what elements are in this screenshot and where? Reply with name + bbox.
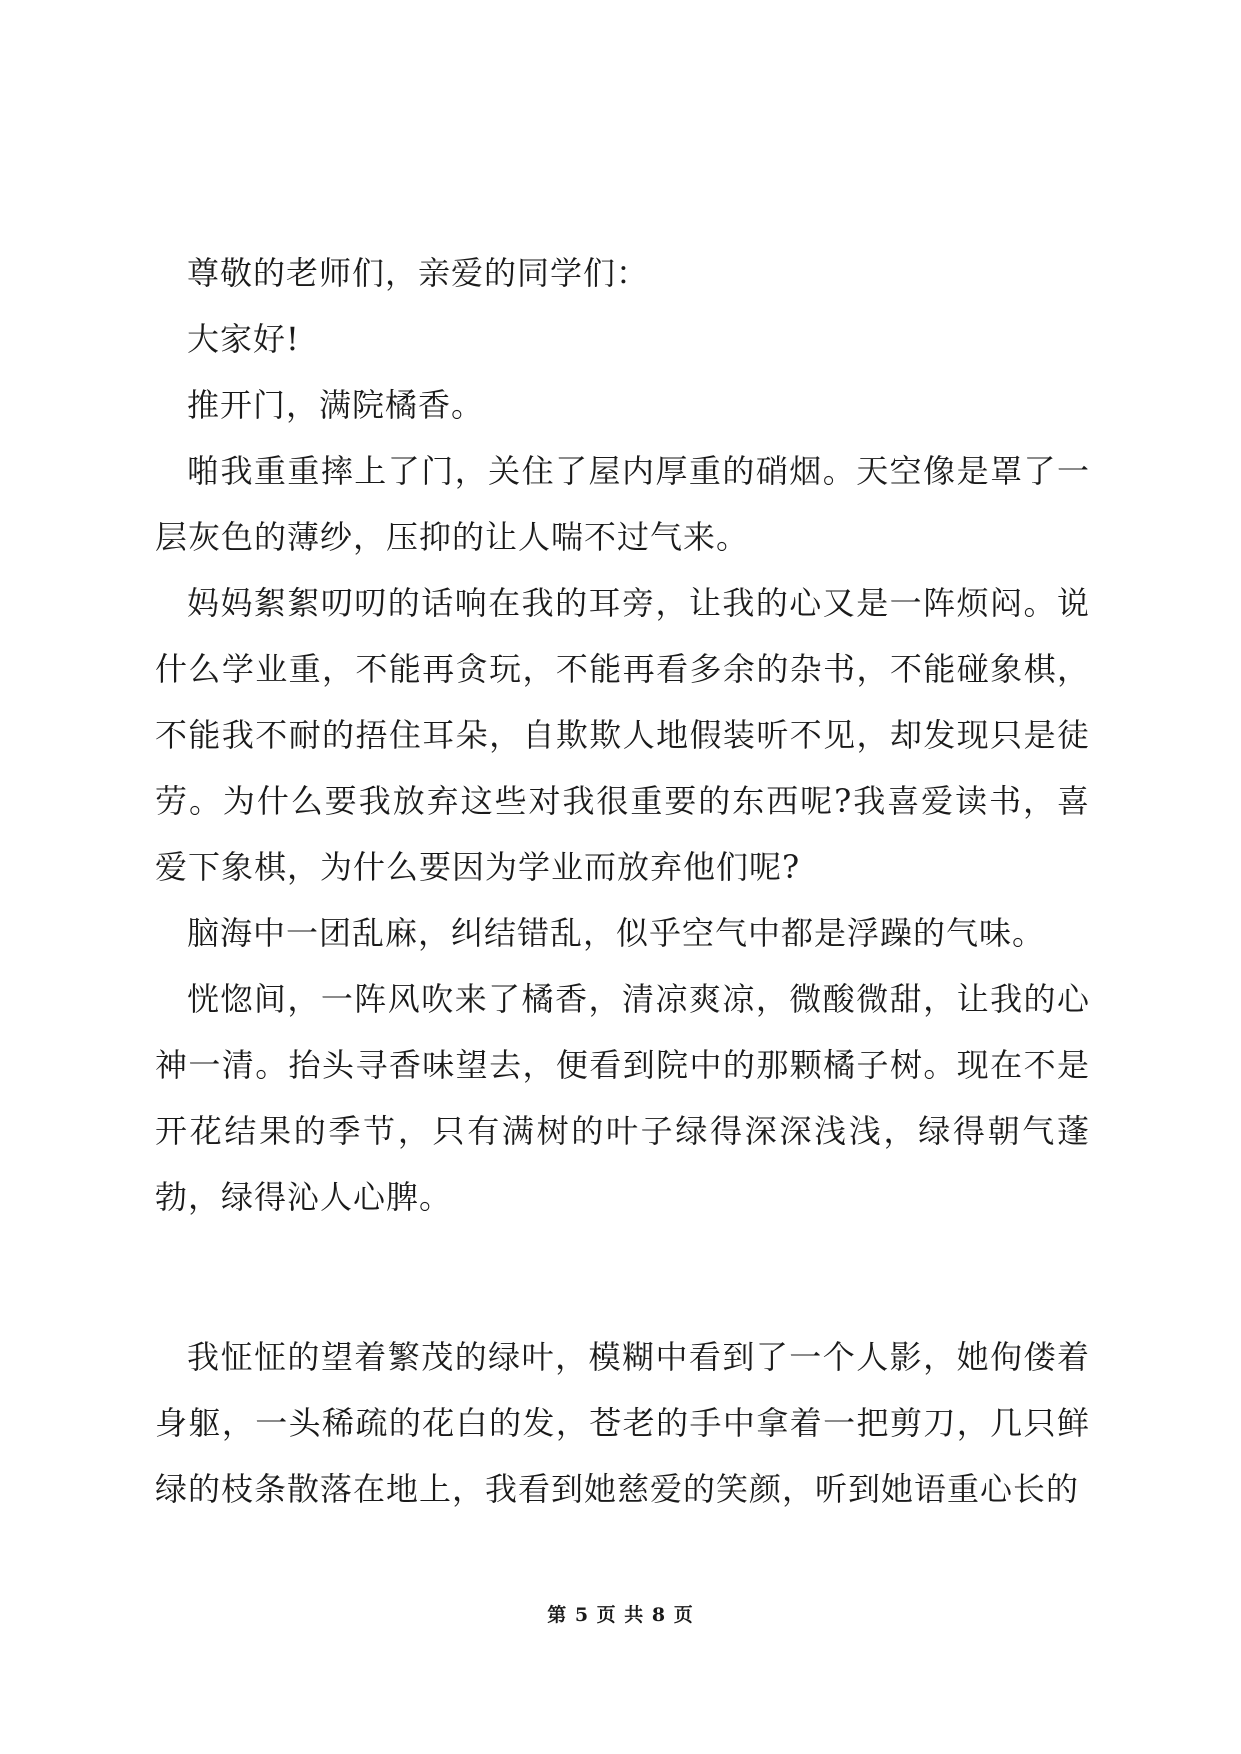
paragraph: 推开门，满院橘香。	[187, 386, 485, 424]
page-number-footer: 第 5 页 共 8 页	[547, 1604, 694, 1626]
paragraph: 我怔怔的望着繁茂的绿叶，模糊中看到了一个人影，她佝偻着身躯，一头稀疏的花白的发，苍老的手中拿着一把剪刀，几只鲜绿的枝条散落在地上，我看到她慈爱的笑颜，听到她语重心长的	[155, 1338, 1090, 1508]
salutation-line: 大家好!	[187, 320, 300, 358]
paragraph: 脑海中一团乱麻，纠结错乱，似乎空气中都是浮躁的气味。	[187, 914, 1046, 952]
paragraph: 妈妈絮絮叨叨的话响在我的耳旁，让我的心又是一阵烦闷。说什么学业重，不能再贪玩，不能再看多余的杂书，不能碰象棋，不能我不耐的捂住耳朵，自欺欺人地假装听不见，却发现只是徒劳。为什么要我放弃这些对我很重要的东西呢?我喜爱读书，喜爱下象棋，为什么要因为学业而放弃他们呢?	[155, 584, 1090, 886]
paragraph: 恍惚间，一阵风吹来了橘香，清凉爽凉，微酸微甜，让我的心神一清。抬头寻香味望去，便看到院中的那颗橘子树。现在不是开花结果的季节，只有满树的叶子绿得深深浅浅，绿得朝气蓬勃，绿得沁人心脾。	[155, 980, 1090, 1216]
text-block-upper	[155, 240, 1090, 1230]
text-block-lower	[155, 1324, 1090, 1522]
greeting-line: 尊敬的老师们，亲爱的同学们：	[187, 254, 650, 292]
paragraph: 啪我重重摔上了门，关住了屋内厚重的硝烟。天空像是罩了一层灰色的薄纱，压抑的让人喘不过气来。	[155, 452, 1090, 556]
